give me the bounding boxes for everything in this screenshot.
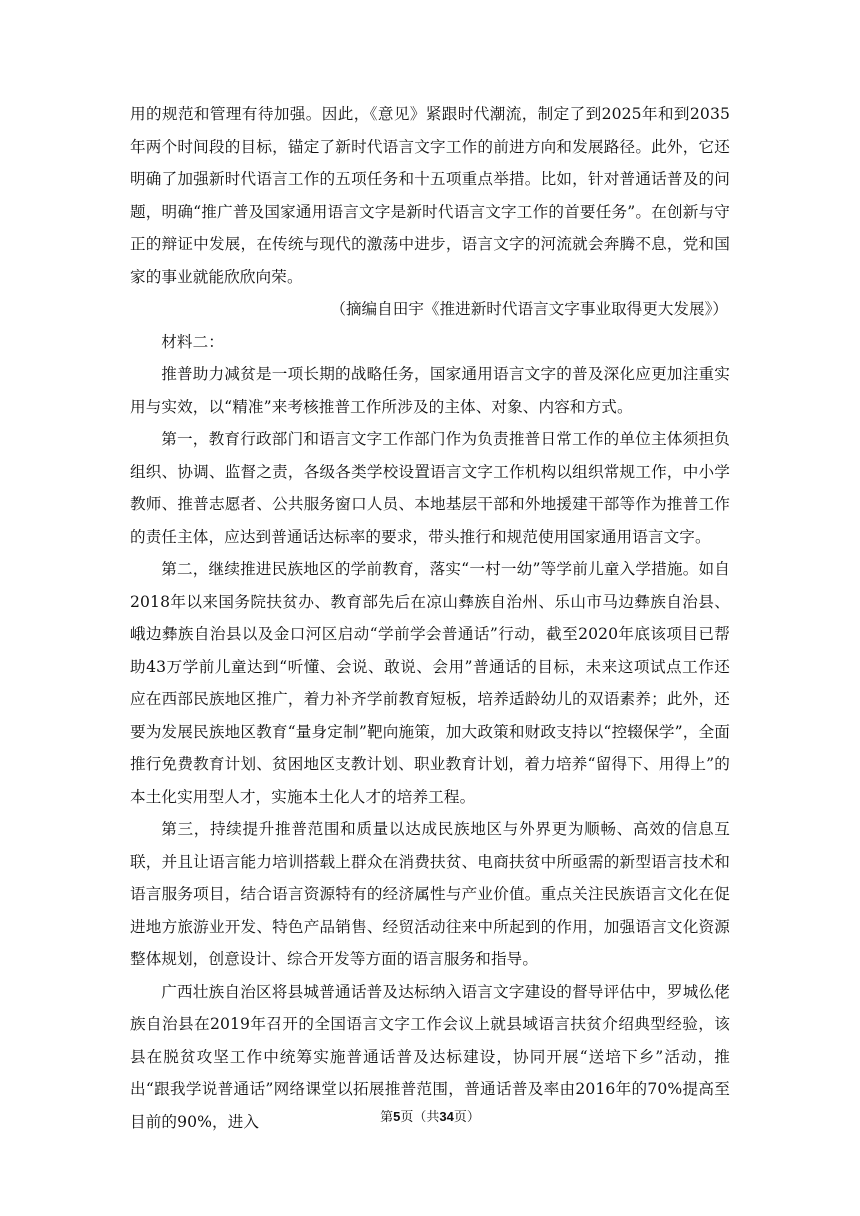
paragraph: 第一，教育行政部门和语言文字工作部门作为负责推普日常工作的单位主体须担负组织、协调、监督之责，各级各类学校设置语言文字工作机构以组织常规工作，中小学教师、推普志愿者、公共服务窗口人员、本地基层干部和外地援建干部等作为推普工作的责任主体，应达到普通话达标率的要求，带头推行和规范使用国家通用语言文字。 [130, 430, 730, 546]
paragraph: 第三，持续提升推普范围和质量以达成民族地区与外界更为顺畅、高效的信息互联，并且让语言能力培训搭载上群众在消费扶贫、电商扶贫中所亟需的新型语言技术和语言服务项目，结合语言资源特有的经济属性与产业价值。重点关注民族语言文化在促进地方旅游业开发、特色产品销售、经贸活动往来中所起到的作用，加强语言文化资源整体规划，创意设计、综合开发等方面的语言服务和指导。 [130, 820, 730, 968]
footer-total-pages: 34 [439, 1109, 454, 1124]
source-citation: （摘编自田宇《推进新时代语言文字事业取得更大发展》） [330, 300, 728, 318]
paragraph: 广西壮族自治区将县城普通话普及达标纳入语言文字建设的督导评估中，罗城仫佬族自治县在2019年召开的全国语言文字工作会议上就县域语言扶贫介绍典型经验，该县在脱贫攻坚工作中统筹实施普通话普及达标建设，协同开展“送培下乡”活动，推出“跟我学说普通话”网络课堂以拓展推普范围，普通话普及率由2016年的70%提高至目前的90%，进入 [130, 982, 730, 1131]
footer-suffix: 页） [453, 1110, 480, 1125]
paragraph: 第二，继续推进民族地区的学前教育，落实“一村一幼”等学前儿童入学措施。如自2018年以来国务院扶贫办、教育部先后在凉山彝族自治州、乐山市马边彝族自治县、峨边彝族自治县以及金口河区启动“学前学会普通话”行动，截至2020年底该项目已帮助43万学前儿童达到“听懂、会说、敢说、会用”普通话的目标，未来这项试点工作还应在西部民族地区推广，着力补齐学前教育短板，培养适龄幼儿的双语素养；此外，还要为发展民族地区教育“量身定制”靶向施策，加大政策和财政支持以“控辍保学”，全面推行免费教育计划、贫困地区支教计划、职业教育计划，着力培养“留得下、用得上”的本土化实用型人才，实施本土化人才的培养工程。 [130, 560, 730, 806]
document-body [130, 98, 730, 1138]
footer-page-number: 5 [393, 1109, 401, 1124]
paragraph: 推普助力减贫是一项长期的战略任务，国家通用语言文字的普及深化应更加注重实用与实效，以“精准”来考核推普工作所涉及的主体、对象、内容和方式。 [130, 365, 730, 416]
footer-middle: 页（共 [400, 1110, 440, 1125]
section-heading-material-two: 材料二： [161, 332, 224, 351]
paragraph-continuation: 用的规范和管理有待加强。因此，《意见》紧跟时代潮流，制定了到2025年和到2035年两个时间段的目标，锚定了新时代语言文字工作的前进方向和发展路径。此外，它还明确了加强新时代语言工作的五项任务和十五项重点举措。比如，针对普通话普及的问题，明确“推广普及国家通用语言文字是新时代语言文字工作的首要任务”。在创新与守正的辩证中发展，在传统与现代的激荡中进步，语言文字的河流就会奔腾不息，党和国家的事业就能欣欣向荣。 [130, 105, 730, 286]
page-footer [0, 1107, 860, 1128]
footer-prefix: 第 [380, 1110, 394, 1125]
